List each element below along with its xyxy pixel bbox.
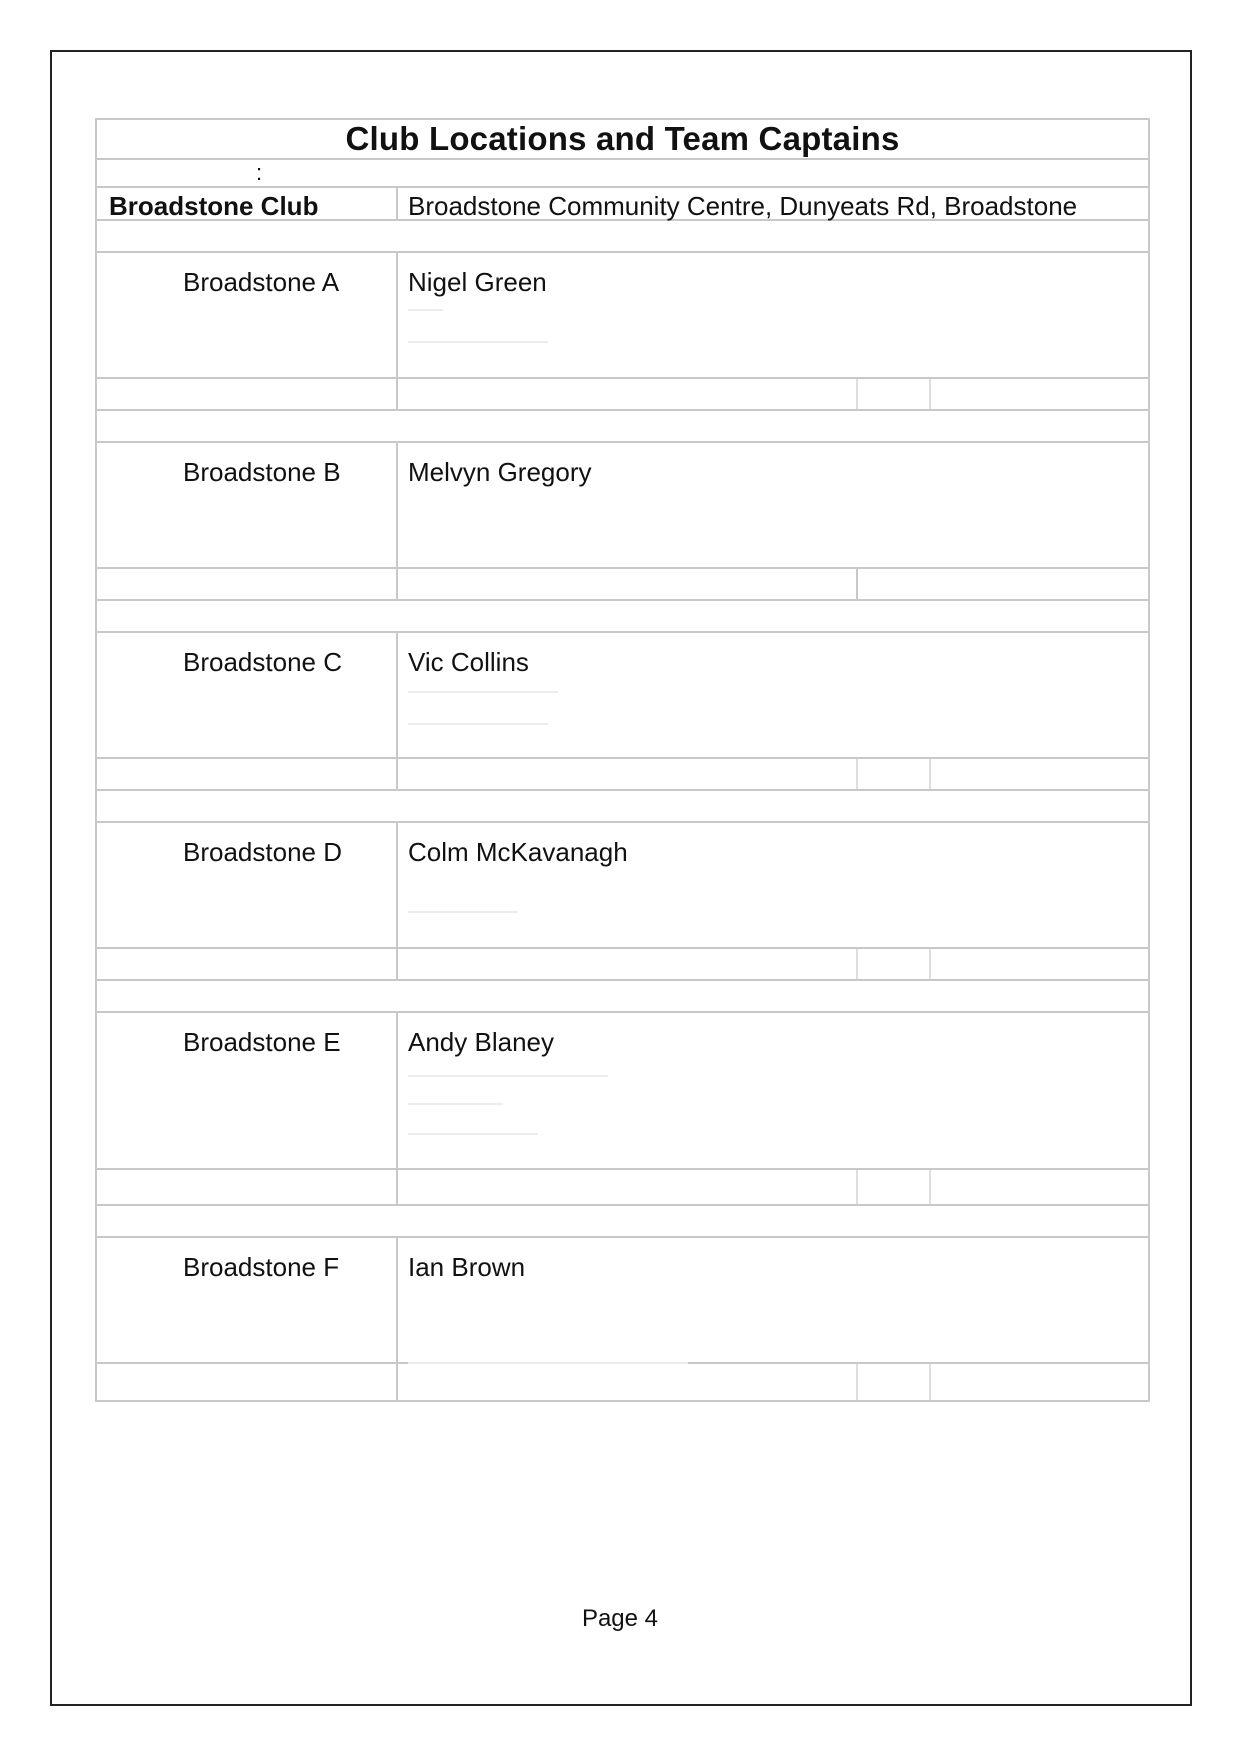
contact-left-cell	[97, 569, 398, 599]
captain-cell	[398, 1238, 1148, 1362]
team-row	[97, 443, 1148, 569]
captain-name: Andy Blaney	[408, 1027, 554, 1057]
team-row	[97, 253, 1148, 379]
team-name: Broadstone A	[183, 267, 340, 297]
club-name-cell	[97, 188, 398, 219]
redacted-line	[408, 723, 548, 725]
contact-row	[97, 1364, 1148, 1400]
club-captains-table	[95, 118, 1150, 1402]
redacted-line	[408, 1075, 608, 1077]
captain-cell	[398, 443, 1148, 567]
contact-row	[97, 759, 1148, 791]
spacer-row	[97, 221, 1148, 253]
contact-right-cell	[398, 569, 1148, 599]
contact-right-cell	[398, 949, 1148, 979]
redacted-line	[408, 341, 548, 343]
team-name: Broadstone D	[183, 837, 342, 867]
club-row	[97, 188, 1148, 221]
redacted-line	[408, 1103, 503, 1105]
title-row	[97, 120, 1148, 160]
team-row	[97, 823, 1148, 949]
contact-divider	[929, 1170, 931, 1204]
redacted-line	[408, 309, 443, 311]
contact-right-cell	[398, 1364, 1148, 1400]
team-name-cell	[97, 1013, 398, 1168]
spacer-row	[97, 411, 1148, 443]
contact-left-cell	[97, 379, 398, 409]
contact-left-cell	[97, 949, 398, 979]
team-name: Broadstone F	[183, 1252, 340, 1282]
contact-divider	[929, 949, 931, 979]
team-row	[97, 633, 1148, 759]
captain-cell	[398, 1013, 1148, 1168]
colon-mark: :	[256, 160, 263, 185]
contact-divider	[929, 759, 931, 789]
redacted-line	[408, 911, 518, 913]
team-name-cell	[97, 823, 398, 947]
captain-name: Colm McKavanagh	[408, 837, 628, 867]
contact-right-cell	[398, 379, 1148, 409]
contact-right-cell	[398, 1170, 1148, 1204]
redacted-line	[408, 691, 558, 693]
page-title: Club Locations and Team Captains	[345, 120, 900, 157]
contact-divider	[856, 759, 858, 789]
contact-left-cell	[97, 1170, 398, 1204]
spacer-row	[97, 601, 1148, 633]
contact-divider	[856, 1170, 858, 1204]
spacer-row	[97, 1206, 1148, 1238]
contact-row	[97, 379, 1148, 411]
contact-right-cell	[398, 759, 1148, 789]
captain-cell	[398, 633, 1148, 757]
contact-divider	[856, 1364, 858, 1400]
contact-row	[97, 569, 1148, 601]
captain-cell	[398, 823, 1148, 947]
contact-divider	[929, 379, 931, 409]
captain-name: Melvyn Gregory	[408, 457, 592, 487]
club-address-cell	[398, 188, 1148, 219]
team-name-cell	[97, 1238, 398, 1362]
team-name-cell	[97, 633, 398, 757]
captain-name: Nigel Green	[408, 267, 547, 297]
contact-left-cell	[97, 759, 398, 789]
club-name: Broadstone Club	[109, 191, 319, 221]
redacted-line	[408, 1133, 538, 1135]
contact-divider	[856, 379, 858, 409]
team-name-cell	[97, 253, 398, 377]
captain-cell	[398, 253, 1148, 377]
club-address: Broadstone Community Centre, Dunyeats Rd, Broadstone	[408, 191, 1078, 221]
team-name: Broadstone B	[183, 457, 341, 487]
team-name-cell	[97, 443, 398, 567]
team-name: Broadstone C	[183, 647, 342, 677]
contact-row	[97, 949, 1148, 981]
spacer-row	[97, 791, 1148, 823]
spacer-row	[97, 981, 1148, 1013]
contact-left-cell	[97, 1364, 398, 1400]
contact-row	[97, 1170, 1148, 1206]
contact-divider	[929, 1364, 931, 1400]
contact-divider	[856, 569, 858, 599]
team-name: Broadstone E	[183, 1027, 341, 1057]
team-row	[97, 1238, 1148, 1364]
page-number: Page 4	[581, 1605, 659, 1632]
contact-divider	[856, 949, 858, 979]
team-row	[97, 1013, 1148, 1170]
captain-name: Vic Collins	[408, 647, 529, 677]
captain-name: Ian Brown	[408, 1252, 526, 1282]
colon-row	[97, 160, 1148, 188]
